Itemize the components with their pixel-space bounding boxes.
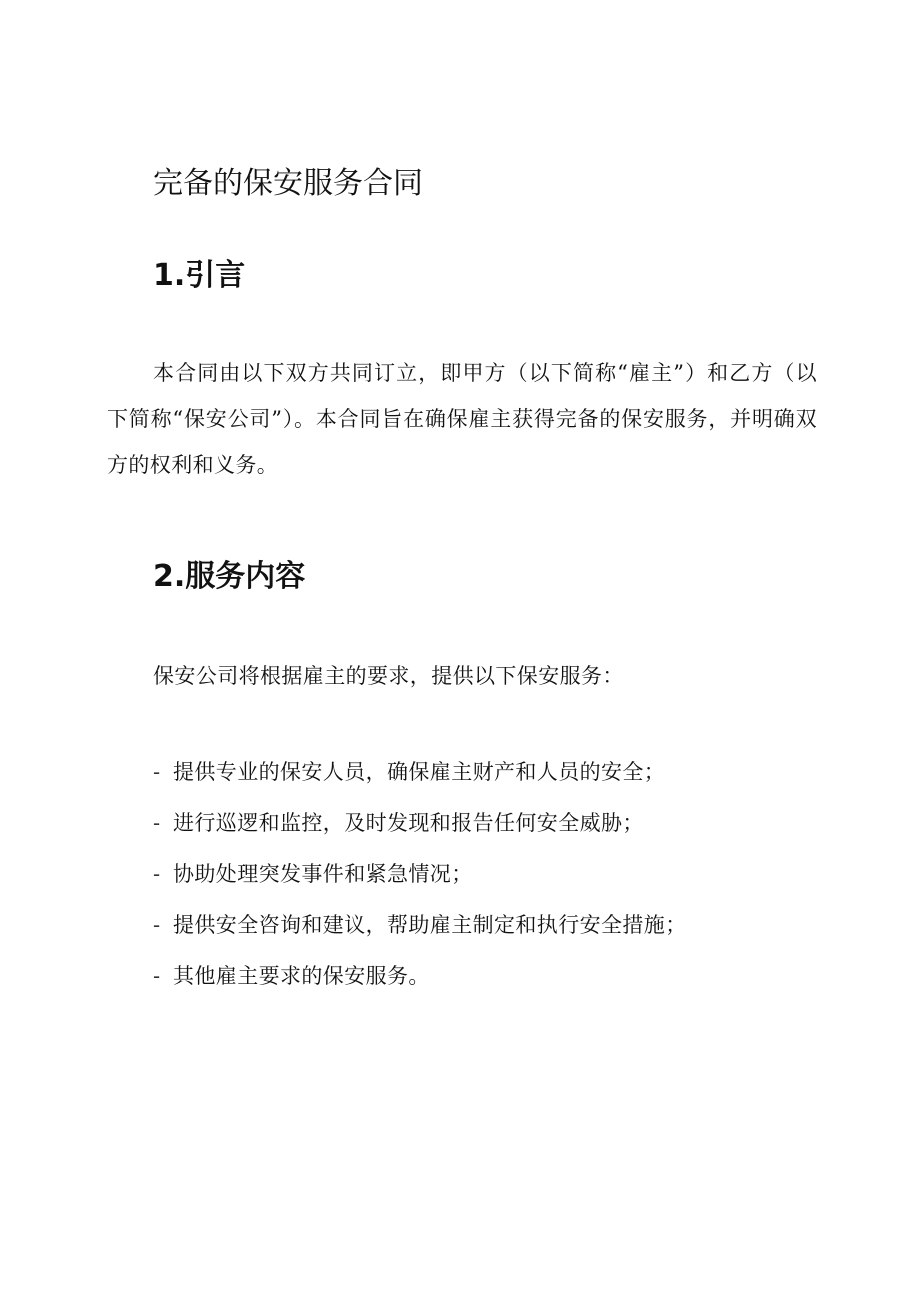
- list-item: [153, 953, 687, 1004]
- list-marker: -: [153, 862, 161, 886]
- list-item-text: 其他雇主要求的保安服务。: [173, 964, 430, 988]
- list-item-text: 提供安全咨询和建议，帮助雇主制定和执行安全措施；: [173, 913, 687, 937]
- list-marker: -: [153, 811, 161, 835]
- list-marker: -: [153, 760, 161, 784]
- list-item: [153, 851, 687, 902]
- section-heading-introduction: 1.引言: [153, 258, 246, 293]
- service-content-paragraph: 保安公司将根据雇主的要求，提供以下保安服务：: [153, 664, 624, 688]
- list-item-text: 协助处理突发事件和紧急情况；: [173, 862, 473, 886]
- document-title: 完备的保安服务合同: [153, 166, 423, 201]
- section-heading-service-content: 2.服务内容: [153, 559, 306, 594]
- list-item-text: 提供专业的保安人员，确保雇主财产和人员的安全；: [173, 760, 666, 784]
- list-item: [153, 800, 687, 851]
- list-marker: -: [153, 913, 161, 937]
- list-item: [153, 749, 687, 800]
- service-list: [153, 749, 687, 1004]
- list-item-text: 进行巡逻和监控，及时发现和报告任何安全威胁；: [173, 811, 644, 835]
- introduction-paragraph: 本合同由以下双方共同订立，即甲方（以下简称“雇主”）和乙方（以下简称“保安公司”）。本合同旨在确保雇主获得完备的保安服务，并明确双方的权利和义务。: [107, 361, 817, 477]
- list-marker: -: [153, 964, 161, 988]
- list-item: [153, 902, 687, 953]
